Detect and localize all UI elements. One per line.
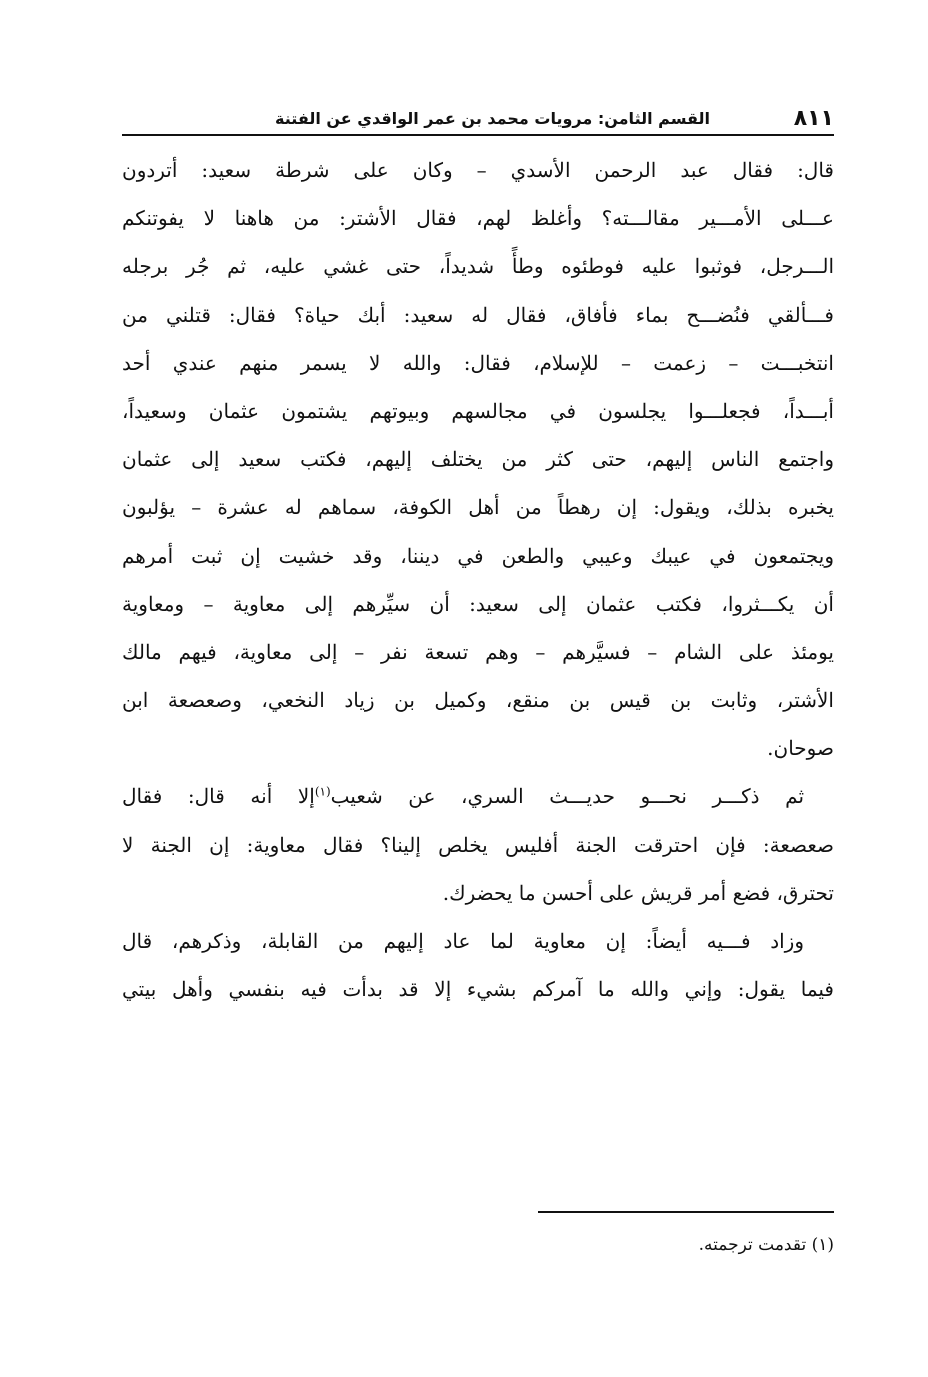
text-segment: إلا أنه قال: فقال (122, 784, 315, 809)
text-line: ويجتمعون في عيبك وعيبي والطعن في ديننا، وقد خشيت إن ثبت أمرهم (122, 543, 834, 568)
text-line: واجتمع الناس إليهم، حتى كثر من يختلف إليهم، فكتب سعيد إلى عثمان (122, 447, 834, 472)
text-line: يومئذ على الشام – فسيَّرهم – وهم تسعة نفر – إلى معاوية، فيهم مالك (122, 639, 834, 664)
text-line: عـــلى الأمـــير مقالـــته؟ وأغلظ لهم، فقال الأشتر: من هاهنا لا يفوتنكم (122, 206, 834, 231)
text-line: الأشتر، وثابت بن قيس بن منقع، وكميل بن زياد النخعي، وصعصعة ابن (122, 688, 834, 713)
footnote-divider (538, 1211, 834, 1213)
text-line: قال: فقال عبد الرحمن الأسدي – وكان على شرطة سعيد: أتردون (122, 158, 834, 182)
footnote: (١) تقدمت ترجمته. (698, 1235, 834, 1255)
text-line: يخبره بذلك، ويقول: إن رهطاً من أهل الكوفة، سماهم له عشرة – يؤلبون (122, 495, 834, 520)
running-title: القسم الثامن: مرويات محمد بن عمر الواقدي عن الفتنة (275, 109, 710, 128)
text-segment: ثم ذكـــر نحـــو حديـــث السري، عن شعيب (330, 784, 805, 809)
footnote-reference: (١) (314, 784, 331, 799)
text-line: انتخبـــت – زعمت – للإسلام، فقال: والله لا يسمر منهم عندي أحد (122, 350, 834, 375)
text-line: صعصعة: فإن احترقت الجنة أفليس يخلص إلينا؟ فقال معاوية: إن الجنة لا (122, 832, 834, 857)
text-line: تحترق، فضع أمر قريش على أحسن ما يحضرك. (442, 880, 834, 905)
page-header (122, 104, 834, 136)
text-line: فيما يقول: وإني والله ما آمركم بشيء إلا قد بدأت فيه بنفسي وأهل بيتي (122, 977, 834, 1002)
text-line: وزاد فـــيه أيضاً: إن معاوية لما عاد إليهم من القابلة، وذكرهم، قال (122, 929, 804, 953)
text-line: أن يكـــثروا، فكتب عثمان إلى سعيد: أن سيِّرهم إلى معاوية – ومعاوية (122, 591, 834, 616)
text-line: أبـــداً، فجعلـــوا يجلسون في مجالسهم وبيوتهم يشتمون عثمان وسعيداً، (122, 398, 834, 423)
page-number: ٨١١ (793, 106, 834, 131)
text-line-with-footnote (122, 772, 834, 820)
text-line: صوحان. (767, 736, 834, 761)
text-line: الـــرجل، فوثبوا عليه فوطئوه وطأً شديداً، حتى غشي عليه، ثم جُر برجله (122, 254, 834, 279)
text-line: فـــألقي فنُضـــح بماء فأفاق، فقال له سعيد: أبك حياة؟ فقال: قتلني من (122, 302, 834, 327)
body-text (122, 146, 834, 1013)
